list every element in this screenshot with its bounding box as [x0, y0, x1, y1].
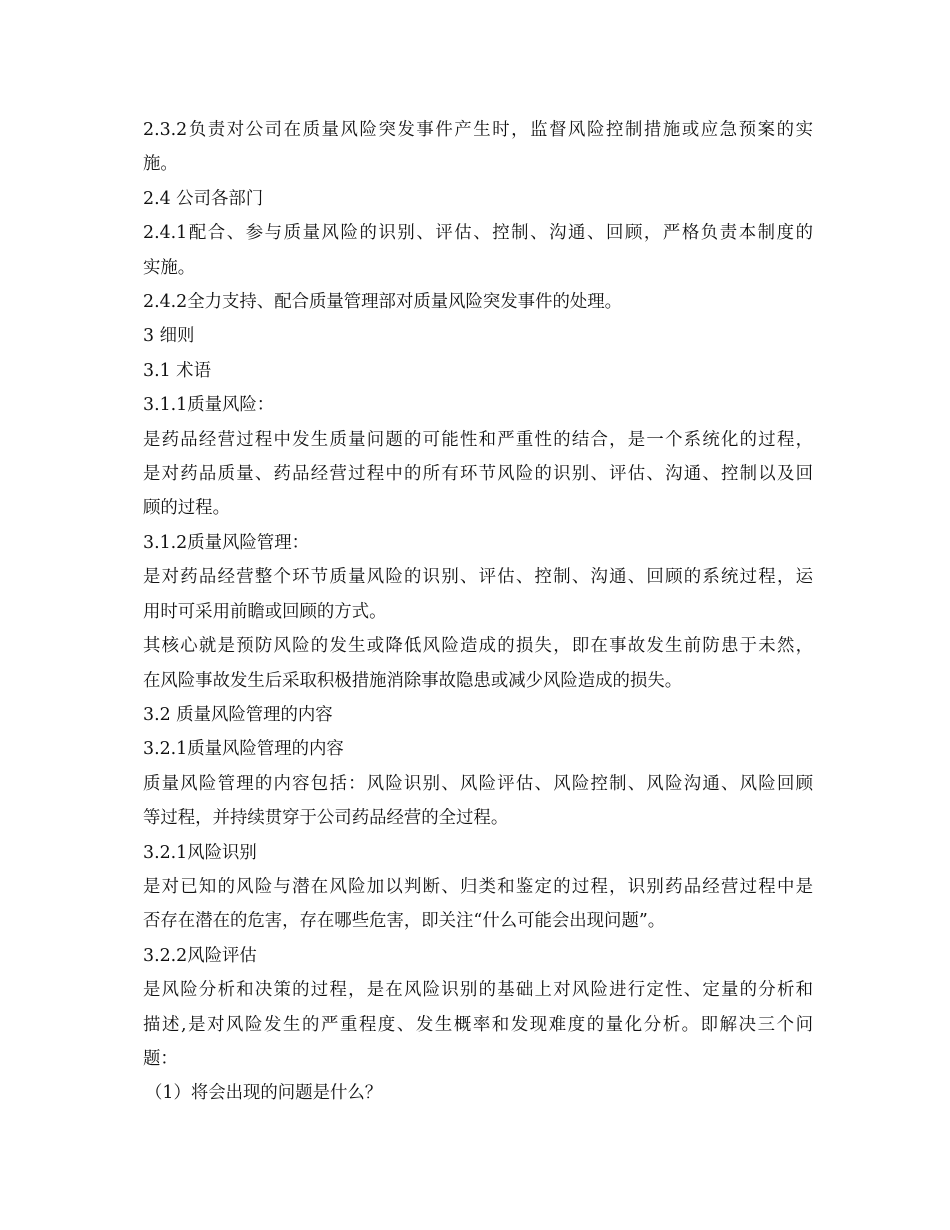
- text-line-5: 实施。: [143, 257, 196, 278]
- text-line-17: 在风险事故发生后采取积极措施消除事故隐患或减少风险造成的损失。: [143, 670, 683, 691]
- text-line-20: 质量风险管理的内容包括：风险识别、风险评估、风险控制、风险沟通、风险回顾: [143, 773, 813, 794]
- text-line-26: 是风险分析和决策的过程，是在风险识别的基础上对风险进行定性、定量的分析和: [143, 980, 813, 1001]
- list-item-1: （1）将会出现的问题是什么？: [145, 1083, 383, 1104]
- section-heading-3-1: 3.1 术语: [143, 360, 211, 381]
- subsection-heading-3-1-1: 3.1.1质量风险：: [143, 395, 275, 416]
- text-line-6: 2.4.2全力支持、配合质量管理部对质量风险突发事件的处理。: [143, 292, 623, 313]
- document-page: [143, 113, 813, 1111]
- text-line-24: 否存在潜在的危害，存在哪些危害，即关注“什么可能会出现问题”。: [143, 911, 666, 932]
- subsection-heading-3-2-2: 3.2.2风险评估: [143, 945, 257, 966]
- text-line-21: 等过程，并持续贯穿于公司药品经营的全过程。: [143, 808, 509, 829]
- text-line-12: 顾的过程。: [143, 498, 230, 519]
- section-heading-2-4: 2.4 公司各部门: [143, 188, 264, 209]
- subsection-heading-3-1-2: 3.1.2质量风险管理：: [143, 532, 309, 553]
- section-heading-3: 3 细则: [143, 326, 195, 347]
- text-line-28: 题：: [143, 1048, 178, 1069]
- subsection-heading-3-2-1b: 3.2.1风险识别: [143, 842, 257, 863]
- text-line-14: 是对药品经营整个环节质量风险的识别、评估、控制、沟通、回顾的系统过程，运: [143, 567, 813, 588]
- text-line-1: 2.3.2负责对公司在质量风险突发事件产生时，监督风险控制措施或应急预案的实: [143, 120, 813, 140]
- text-line-11: 是对药品质量、药品经营过程中的所有环节风险的识别、评估、沟通、控制以及回: [143, 464, 813, 485]
- text-line-23: 是对已知的风险与潜在风险加以判断、归类和鉴定的过程，识别药品经营过程中是: [143, 876, 813, 897]
- text-line-15: 用时可采用前瞻或回顾的方式。: [143, 601, 387, 622]
- text-line-4: 2.4.1配合、参与质量风险的识别、评估、控制、沟通、回顾，严格负责本制度的: [143, 223, 813, 244]
- text-line-16: 其核心就是预防风险的发生或降低风险造成的损失，即在事故发生前防患于未然，: [143, 636, 813, 657]
- subsection-heading-3-2-1a: 3.2.1质量风险管理的内容: [143, 739, 344, 760]
- text-line-27: 描述,是对风险发生的严重程度、发生概率和发现难度的量化分析。即解决三个问: [143, 1014, 813, 1035]
- text-line-10: 是药品经营过程中发生质量问题的可能性和严重性的结合，是一个系统化的过程，: [143, 429, 813, 450]
- section-heading-3-2: 3.2 质量风险管理的内容: [143, 704, 333, 725]
- text-line-2: 施。: [143, 154, 178, 175]
